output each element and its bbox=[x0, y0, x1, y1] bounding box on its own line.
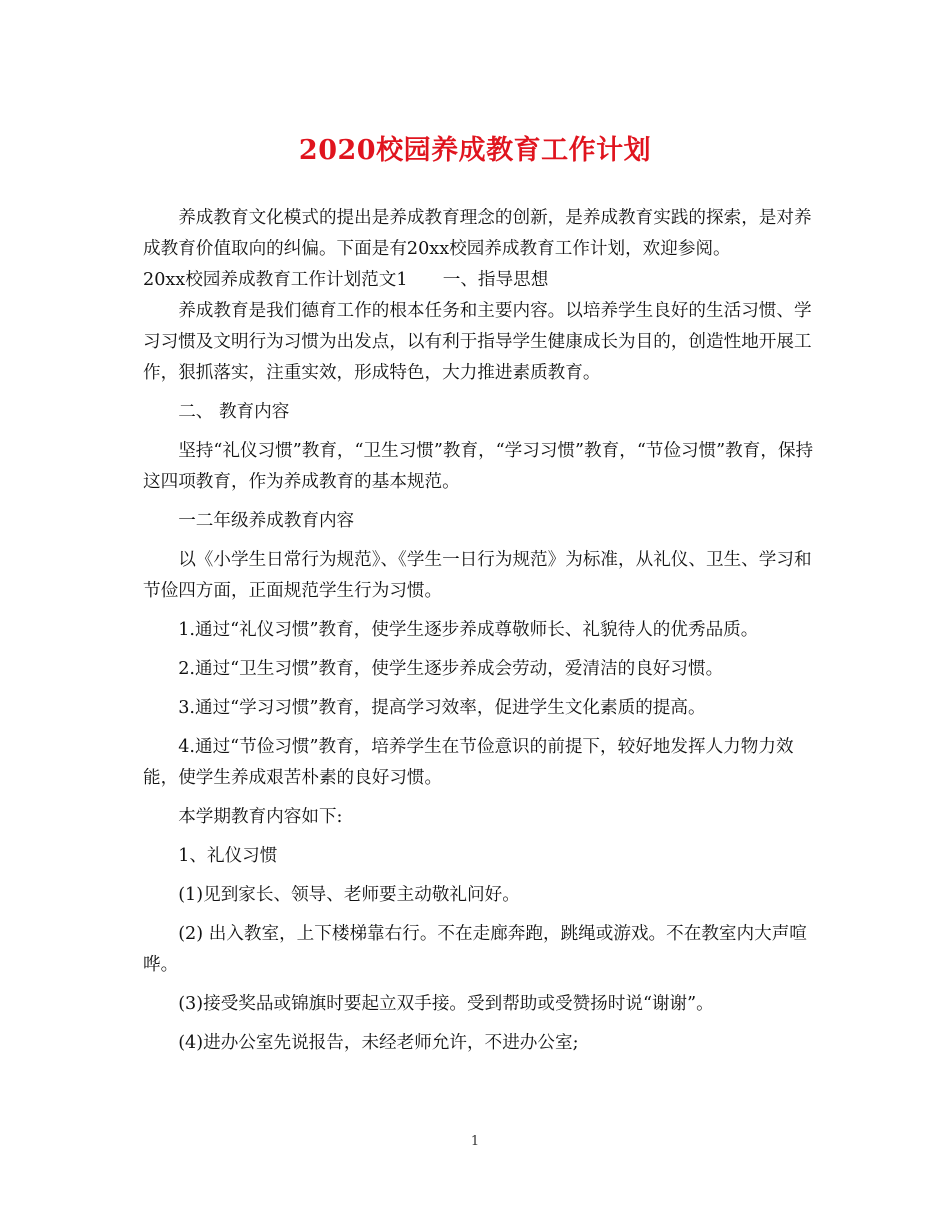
paragraph-guiding-thought: 养成教育是我们德育工作的根本任务和主要内容。以培养学生良好的生活习惯、学习习惯及文明行为习惯为出发点，以有利于指导学生健康成长为目的，创造性地开展工作，狠抓落实，注重实效，形成特色，大力推进素质教育。 bbox=[143, 301, 812, 383]
paragraph-item-2: 2.通过“卫生习惯”教育，使学生逐步养成会劳动，爱清洁的良好习惯。 bbox=[178, 659, 724, 679]
paragraph-intro: 养成教育文化模式的提出是养成教育理念的创新，是养成教育实践的探索，是对养成教育价值取向的纠偏。下面是有20xx校园养成教育工作计划，欢迎参阅。 bbox=[143, 208, 812, 259]
paragraph-item-4: 4.通过“节俭习惯”教育，培养学生在节俭意识的前提下，较好地发挥人力物力效能，使学生养成艰苦朴素的良好习惯。 bbox=[143, 737, 794, 788]
paragraph-item-1: 1.通过“礼仪习惯”教育，使学生逐步养成尊敬师长、礼貌待人的优秀品质。 bbox=[178, 620, 759, 640]
paragraph-standards: 以《小学生日常行为规范》、《学生一日行为规范》为标准，从礼仪、卫生、学习和节俭四方面，正面规范学生行为习惯。 bbox=[143, 550, 812, 601]
document-body bbox=[143, 203, 815, 1067]
paragraph-grade-one-two-heading: 一二年级养成教育内容 bbox=[178, 511, 355, 531]
document-title: 2020校园养成教育工作计划 bbox=[298, 135, 652, 166]
paragraph-education-content-heading: 二、 教育内容 bbox=[178, 402, 290, 422]
paragraph-etiquette-4: (4)进办公室先说报告，未经老师允许，不进办公室; bbox=[178, 1033, 579, 1053]
paragraph-item-3: 3.通过“学习习惯”教育，提高学习效率，促进学生文化素质的提高。 bbox=[178, 698, 706, 718]
page-number: 1 bbox=[470, 1134, 480, 1149]
paragraph-section-heading: 20xx校园养成教育工作计划范文1 一、指导思想 bbox=[143, 270, 549, 290]
paragraph-etiquette-1: (1)见到家长、领导、老师要主动敬礼问好。 bbox=[178, 885, 520, 905]
paragraph-etiquette-2: (2) 出入教室，上下楼梯靠右行。不在走廊奔跑，跳绳或游戏。不在教室内大声喧哗。 bbox=[143, 924, 807, 975]
paragraph-four-habits: 坚持“礼仪习惯”教育，“卫生习惯”教育，“学习习惯”教育，“节俭习惯”教育，保持这四项教育，作为养成教育的基本规范。 bbox=[143, 441, 814, 492]
paragraph-semester-content: 本学期教育内容如下: bbox=[178, 807, 343, 827]
paragraph-etiquette-heading: 1、礼仪习惯 bbox=[178, 846, 278, 866]
paragraph-etiquette-3: (3)接受奖品或锦旗时要起立双手接。受到帮助或受赞扬时说“谢谢”。 bbox=[178, 994, 714, 1014]
